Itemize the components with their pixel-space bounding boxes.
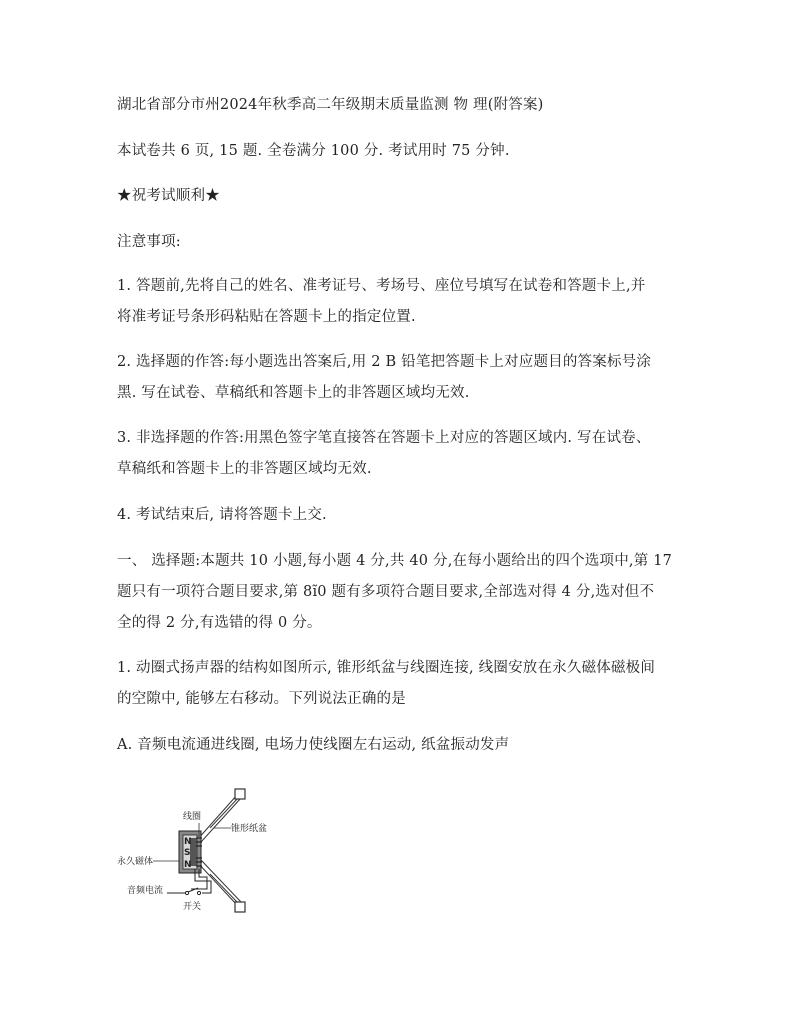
- section-1-line-3: 全的得 2 分,有选错的得 0 分。: [117, 615, 322, 631]
- notice-3-line-1: 3. 非选择题的作答:用黑色签字笔直接答在答题卡上对应的答题区域内. 写在试卷、: [117, 430, 651, 446]
- exam-info: 本试卷共 6 页, 15 题. 全卷满分 100 分. 考试用时 75 分钟.: [117, 143, 510, 159]
- notice-1-line-2: 将准考证号条形码粘贴在答题卡上的指定位置.: [117, 309, 416, 325]
- switch-label: 开关: [183, 902, 202, 912]
- current-label: 音频电流: [127, 886, 164, 896]
- pole-s-label: S: [184, 848, 191, 858]
- loudspeaker-diagram: [113, 783, 273, 918]
- section-1-line-2: 题只有一项符合题目要求,第 8ĩ0 题有多项符合题目要求,全部选对得 4 分,选对但不: [117, 584, 655, 600]
- cone-bottom-cap: [235, 902, 245, 912]
- question-1-option-a: A. 音频电流通进线圈, 电场力使线圈左右运动, 纸盆振动发声: [117, 737, 510, 753]
- question-1-line-2: 的空隙中, 能够左右移动。下列说法正确的是: [117, 691, 406, 707]
- notice-1-line-1: 1. 答题前,先将自己的姓名、准考证号、考场号、座位号填写在试卷和答题卡上,并: [117, 278, 646, 294]
- doc-title: 湖北省部分市州2024年秋季高二年级期末质量监测 物 理(附答案): [117, 97, 544, 113]
- notice-heading: 注意事项:: [117, 234, 181, 250]
- notice-3-line-2: 草稿纸和答题卡上的非答题区域均无效.: [117, 461, 372, 477]
- notice-2-line-1: 2. 选择题的作答:每小题选出答案后,用 2 B 铅笔把答题卡上对应题目的答案标号涂: [117, 354, 652, 370]
- pole-n-label-bottom: N: [184, 860, 192, 870]
- magnet-label: 永久磁体: [117, 857, 154, 867]
- good-luck-text: ★祝考试顺利★: [117, 188, 220, 204]
- cone-top-cap: [235, 789, 245, 799]
- section-1-line-1: 一、 选择题:本题共 10 小题,每小题 4 分,共 40 分,在每小题给出的四个选项中,第 17: [117, 553, 673, 569]
- notice-2-line-2: 黑. 写在试卷、草稿纸和答题卡上的非答题区域均无效.: [117, 385, 470, 401]
- pole-n-label-top: N: [184, 837, 192, 847]
- question-1-line-1: 1. 动圈式扬声器的结构如图所示, 锥形纸盆与线圈连接, 线圈安放在永久磁体磁极间: [117, 660, 656, 676]
- notice-4-line-1: 4. 考试结束后, 请将答题卡上交.: [117, 507, 327, 523]
- coil-label: 线圈: [183, 812, 202, 822]
- cone-label: 锥形纸盆: [231, 824, 268, 834]
